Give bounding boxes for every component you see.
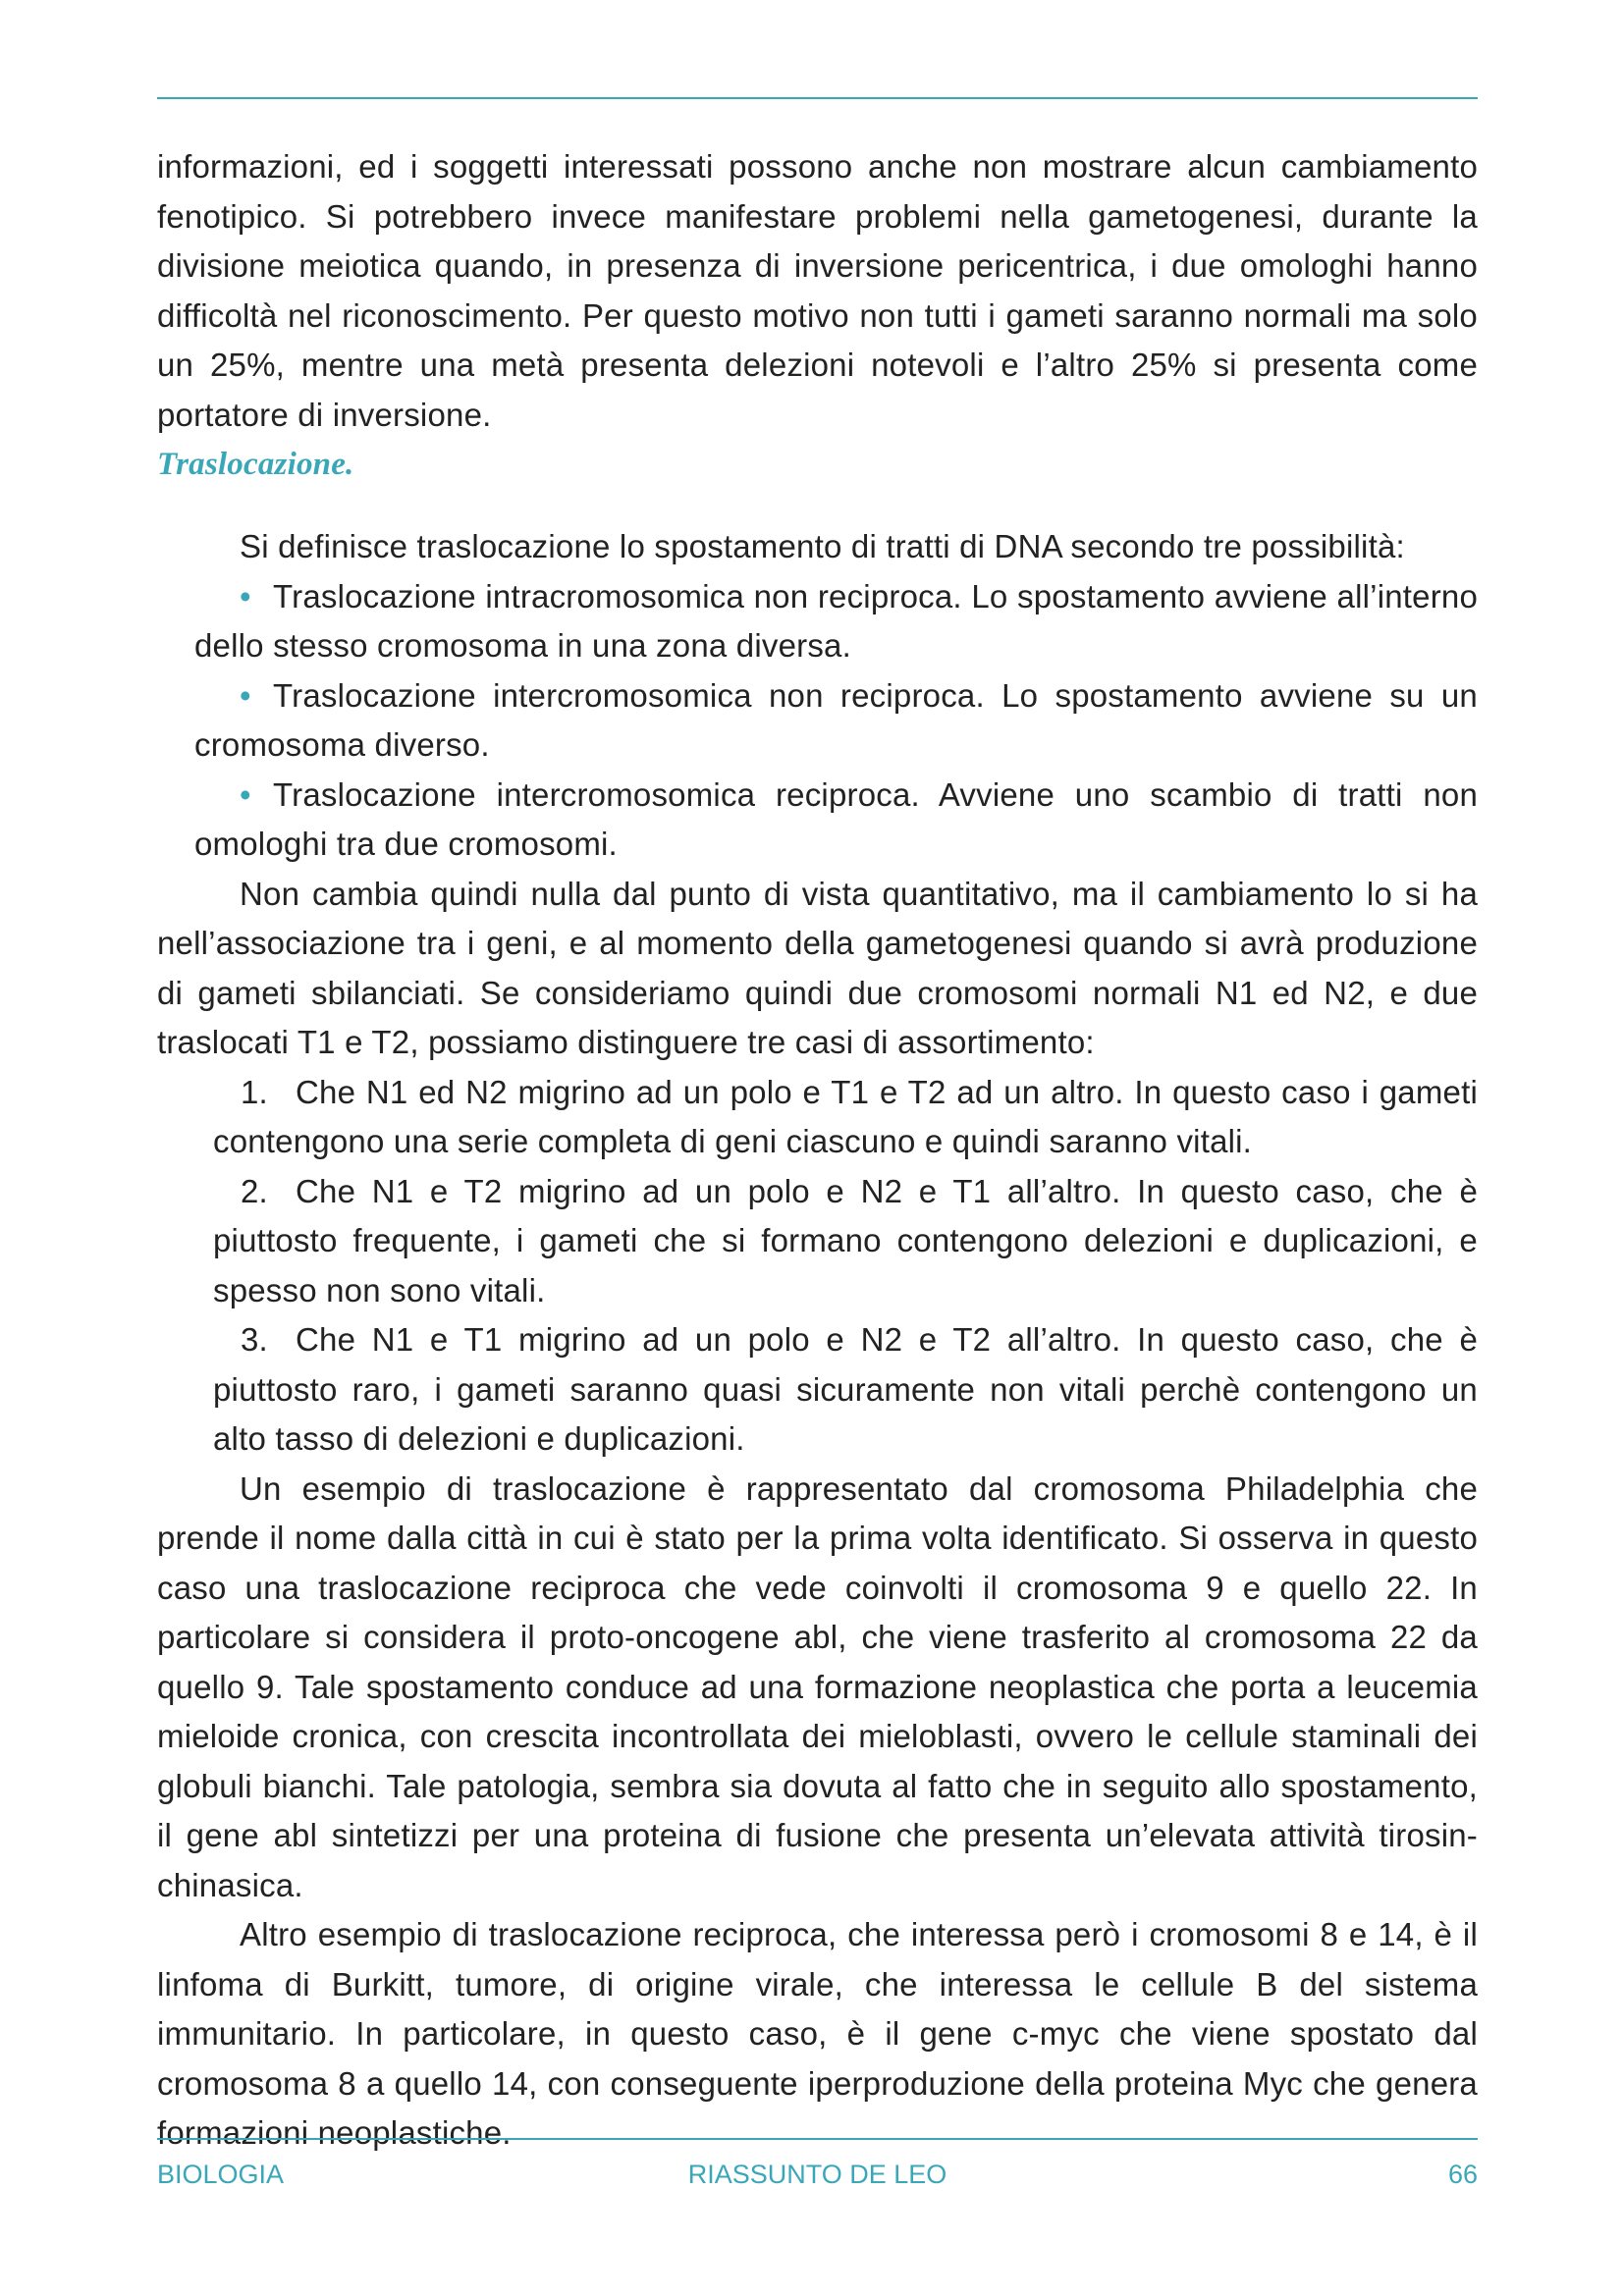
paragraph-burkitt: Altro esempio di traslocazione reciproca, che interessa però i cromosomi 8 e 14, è il linfoma di Burkitt, tumore, di origine virale, che interessa le cellule B del sistema immunitario. In particolare, in questo caso, è il gene c-myc che viene spostato dal cromosoma 8 a quello 14, con conseguente iperproduzione della proteina Myc che genera formazioni neoplastiche. — [157, 1916, 1478, 2151]
paragraph-definition: Si definisce traslocazione lo spostamento di tratti di DNA secondo tre possibilità: — [240, 528, 1405, 564]
item-number: 3. — [241, 1321, 268, 1358]
numbered-item — [213, 1068, 1478, 1167]
item-text: Che N1 ed N2 migrino ad un polo e T1 e T2 ad un altro. In questo caso i gameti contengono una serie completa di geni ciascuno e quindi saranno vitali. — [213, 1073, 1478, 1159]
bullet-item — [194, 671, 1478, 771]
bullet-icon: • — [240, 775, 251, 813]
page-number: 66 — [1447, 2160, 1478, 2189]
bullet-text: Traslocazione intercromosomica non reciproca. Lo spostamento avviene su un cromosoma diverso. — [194, 676, 1478, 763]
bullet-item — [194, 771, 1478, 870]
bullet-icon: • — [240, 676, 251, 714]
footer-title: RIASSUNTO DE LEO — [687, 2160, 947, 2189]
bullet-text: Traslocazione intercromosomica reciproca. Avviene uno scambio di tratti non omologhi tra due cromosomi. — [194, 775, 1478, 862]
numbered-item — [213, 1315, 1478, 1465]
item-text: Che N1 e T2 migrino ad un polo e N2 e T1 all’altro. In questo caso, che è piuttosto frequente, i gameti che si formano contengono delezioni e duplicazioni, e spesso non sono vitali. — [213, 1172, 1478, 1308]
numbered-item — [213, 1167, 1478, 1316]
paragraph-philadelphia: Un esempio di traslocazione è rappresentato dal cromosoma Philadelphia che prende il nome dalla città in cui è stato per la prima volta identificato. Si osserva in questo caso una traslocazione reciproca che vede coinvolti il cromosoma 9 e quello 22. In particolare si considera il proto-oncogene abl, che viene trasferito al cromosoma 22 da quello 9. Tale spostamento conduce ad una formazione neoplastica che porta a leucemia mieloide cronica, con crescita incontrollata dei mieloblasti, ovvero le cellule staminali dei globuli bianchi. Tale patologia, sembra sia dovuta al fatto che in seguito allo spostamento, il gene abl sintetizzi per una proteina di fusione che presenta un’elevata attività tirosin-chinasica. — [157, 1469, 1478, 1903]
item-number: 1. — [241, 1073, 268, 1110]
paragraph-assortment: Non cambia quindi nulla dal punto di vista quantitativo, ma il cambiamento lo si ha nell’associazione tra i geni, e al momento della gametogenesi quando si avrà produzione di gameti sbilanciati. Se consideriamo quindi due cromosomi normali N1 ed N2, e due traslocati T1 e T2, possiamo distinguere tre casi di assortimento: — [157, 875, 1478, 1060]
bullet-text: Traslocazione intracromosomica non reciproca. Lo spostamento avviene all’interno dello stesso cromosoma in una zona diversa. — [194, 577, 1478, 664]
header-rule — [157, 97, 1478, 99]
item-text: Che N1 e T1 migrino ad un polo e N2 e T2 all’altro. In questo caso, che è piuttosto raro, i gameti saranno quasi sicuramente non vitali perchè contengono un alto tasso di delezioni e duplicazioni. — [213, 1321, 1478, 1457]
bullet-icon: • — [240, 577, 251, 614]
section-title: Traslocazione. — [157, 447, 354, 482]
page-footer — [157, 2160, 1478, 2199]
page-body — [157, 142, 1478, 2159]
bullet-item — [194, 572, 1478, 671]
footer-subject: BIOLOGIA — [157, 2160, 285, 2189]
footer-rule — [157, 2138, 1478, 2140]
paragraph-continuation: informazioni, ed i soggetti interessati possono anche non mostrare alcun cambiamento fenotipico. Si potrebbero invece manifestare problemi nella gametogenesi, durante la divisione meiotica quando, in presenza di inversione pericentrica, i due omologhi hanno difficoltà nel riconoscimento. Per questo motivo non tutti i gameti saranno normali ma solo un 25%, mentre una metà presenta delezioni notevoli e l’altro 25% si presenta come portatore di inversione. — [157, 148, 1478, 433]
item-number: 2. — [241, 1172, 268, 1209]
